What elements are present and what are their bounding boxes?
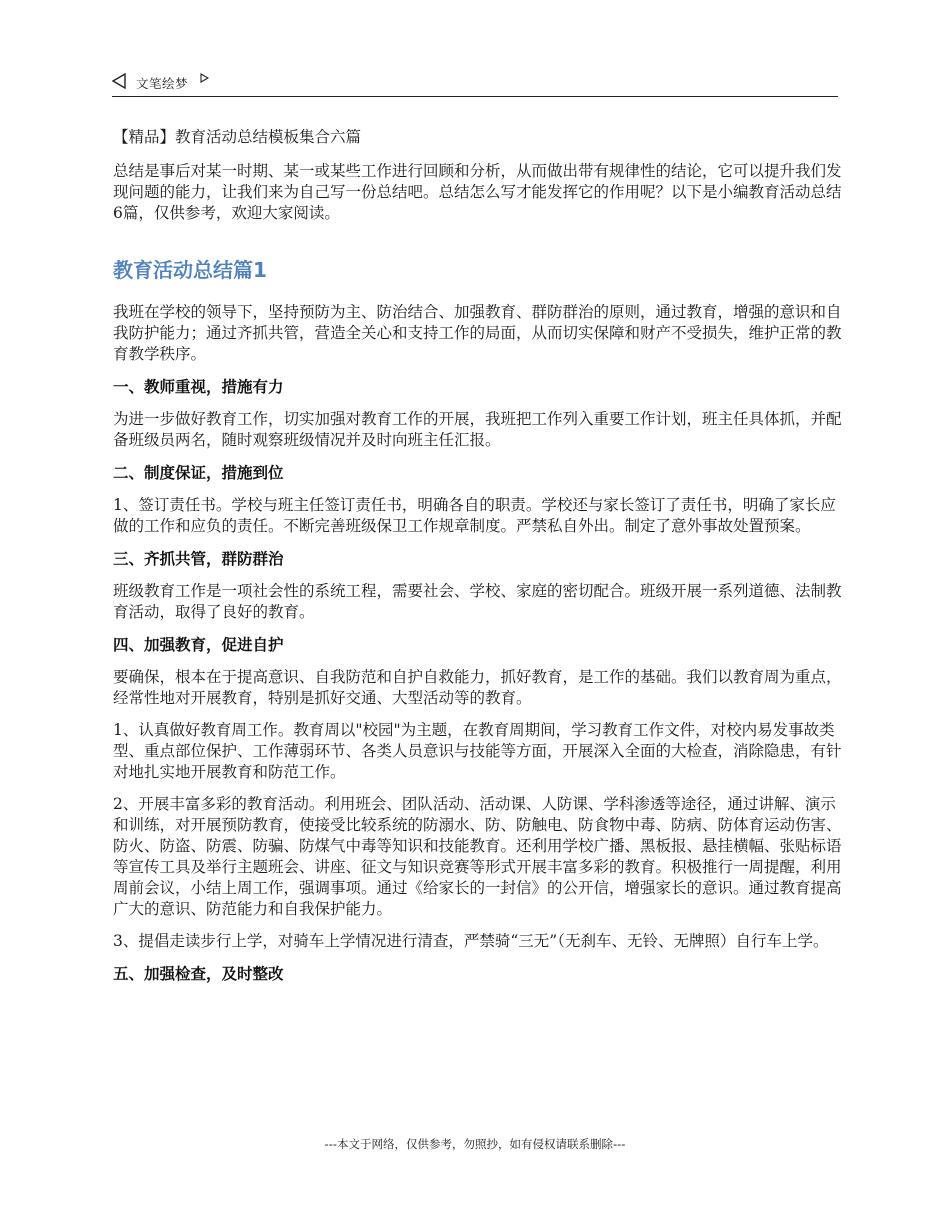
paragraph: 1、认真做好教育周工作。教育周以"校园"为主题，在教育周期间，学习教育工作文件，对校内易发事故类型、重点部位保护、工作薄弱环节、各类人员意识与技能等方面，开展深入全面的大检查，消除隐患，有针对地扎实地开展教育和防范工作。 xyxy=(113,721,842,781)
subheading: 四、加强教育，促进自护 xyxy=(113,636,284,654)
document-body xyxy=(113,126,843,996)
page-footer: ---本文于网络，仅供参考，勿照抄，如有侵权请联系删除--- xyxy=(324,1137,626,1151)
paragraph: 1、签订责任书。学校与班主任签订责任书，明确各自的职责。学校还与家长签订了责任书，明确了家长应做的工作和应负的责任。不断完善班级保卫工作规章制度。严禁私自外出。制定了意外事故处置预案。 xyxy=(113,496,836,535)
document-title: 【精品】教育活动总结模板集合六篇 xyxy=(113,128,362,146)
header-brand: 文笔绘梦 xyxy=(136,76,189,91)
paragraph: 要确保，根本在于提高意识、自我防范和自护自救能力，抓好教育，是工作的基础。我们以教育周为重点，经常性地对开展教育，特别是抓好交通、大型活动等的教育。 xyxy=(113,668,842,707)
intro-paragraph: 总结是事后对某一时期、某一或某些工作进行回顾和分析，从而做出带有规律性的结论，它可以提升我们发现问题的能力，让我们来为自己写一份总结吧。总结怎么写才能发挥它的作用呢？以下是小编教育活动总结6篇，仅供参考，欢迎大家阅读。 xyxy=(113,162,842,222)
triangle-right-icon xyxy=(200,73,209,83)
section-heading: 教育活动总结篇1 xyxy=(113,258,267,282)
triangle-left-icon xyxy=(112,73,126,89)
paragraph: 为进一步做好教育工作，切实加强对教育工作的开展，我班把工作列入重要工作计划，班主任具体抓，并配备班级员两名，随时观察班级情况并及时向班主任汇报。 xyxy=(113,410,842,449)
subheading: 一、教师重视，措施有力 xyxy=(113,378,284,396)
paragraph: 我班在学校的领导下，坚持预防为主、防治结合、加强教育、群防群治的原则，通过教育，增强的意识和自我防护能力；通过齐抓共管，营造全关心和支持工作的局面，从而切实保障和财产不受损失，维护正常的教育教学秩序。 xyxy=(113,303,842,363)
paragraph: 3、提倡走读步行上学，对骑车上学情况进行清查，严禁骑“三无”（无刹车、无铃、无牌照）自行车上学。 xyxy=(113,932,829,950)
subheading: 二、制度保证，措施到位 xyxy=(113,464,284,482)
paragraph: 2、开展丰富多彩的教育活动。利用班会、团队活动、活动课、人防课、学科渗透等途径，通过讲解、演示和训练，对开展预防教育，使接受比较系统的防溺水、防、防触电、防食物中毒、防病、防体育运动伤害、防火、防盗、防震、防骗、防煤气中毒等知识和技能教育。还利用学校广播、黑板报、悬挂横幅、张贴标语等宣传工具及举行主题班会、讲座、征文与知识竞赛等形式开展丰富多彩的教育。积极推行一周提醒，利用周前会议，小结上周工作，强调事项。通过《给家长的一封信》的公开信，增强家长的意识。通过教育提高广大的意识、防范能力和自我保护能力。 xyxy=(113,795,842,918)
page-header xyxy=(112,70,838,97)
subheading: 三、齐抓共管，群防群治 xyxy=(113,550,284,568)
paragraph: 班级教育工作是一项社会性的系统工程，需要社会、学校、家庭的密切配合。班级开展一系列道德、法制教育活动，取得了良好的教育。 xyxy=(113,582,842,621)
subheading: 五、加强检查，及时整改 xyxy=(113,965,284,983)
